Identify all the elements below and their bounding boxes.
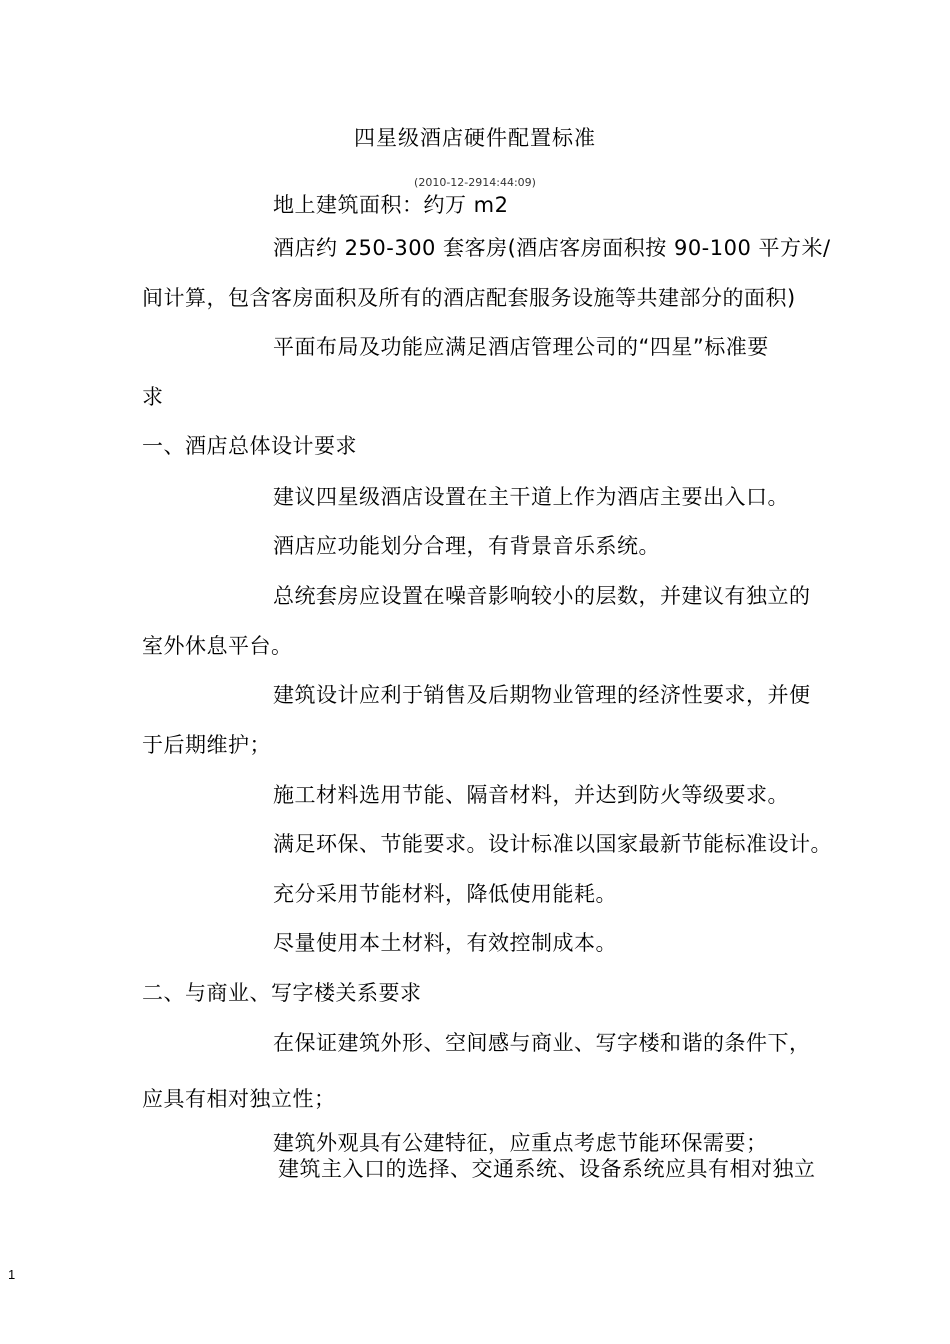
paragraph-line: 酒店应功能划分合理，有背景音乐系统。 [273,534,660,558]
paragraph-line: 求 [142,385,164,409]
paragraph-line: 间计算，包含客房面积及所有的酒店配套服务设施等共建部分的面积) [142,286,796,310]
section-heading: 二、与商业、写字楼关系要求 [142,981,422,1005]
document-title: 四星级酒店硬件配置标准 [354,126,596,150]
paragraph-line: 酒店约 250-300 套客房(酒店客房面积按 90-100 平方米/ [273,236,831,260]
paragraph-line: 建筑外观具有公建特征，应重点考虑节能环保需要； [273,1131,768,1155]
paragraph-line: 于后期维护； [142,733,271,757]
paragraph-line: 施工材料选用节能、隔音材料，并达到防火等级要求。 [273,783,789,807]
paragraph-line: 应具有相对独立性； [142,1087,336,1111]
paragraph-line: 建筑主入口的选择、交通系统、设备系统应具有相对独立 [278,1157,816,1181]
paragraph-line: 在保证建筑外形、空间感与商业、写字楼和谐的条件下， [273,1031,811,1055]
paragraph-line: 满足环保、节能要求。设计标准以国家最新节能标准设计。 [273,832,832,856]
paragraph-line: 尽量使用本土材料，有效控制成本。 [273,931,617,955]
paragraph-line: 地上建筑面积：约万 m2 [273,193,509,217]
paragraph-line: 建筑设计应利于销售及后期物业管理的经济性要求，并便 [273,683,811,707]
paragraph-line: 室外休息平台。 [142,634,293,658]
paragraph-line: 总统套房应设置在噪音影响较小的层数，并建议有独立的 [273,584,811,608]
section-heading: 一、酒店总体设计要求 [142,434,357,458]
paragraph-line: 建议四星级酒店设置在主干道上作为酒店主要出入口。 [273,485,789,509]
document-date: (2010-12-2914:44:09) [414,176,536,189]
paragraph-line: 充分采用节能材料，降低使用能耗。 [273,882,617,906]
page-number: 1 [8,1267,16,1282]
paragraph-line: 平面布局及功能应满足酒店管理公司的“四星”标准要 [273,335,769,359]
